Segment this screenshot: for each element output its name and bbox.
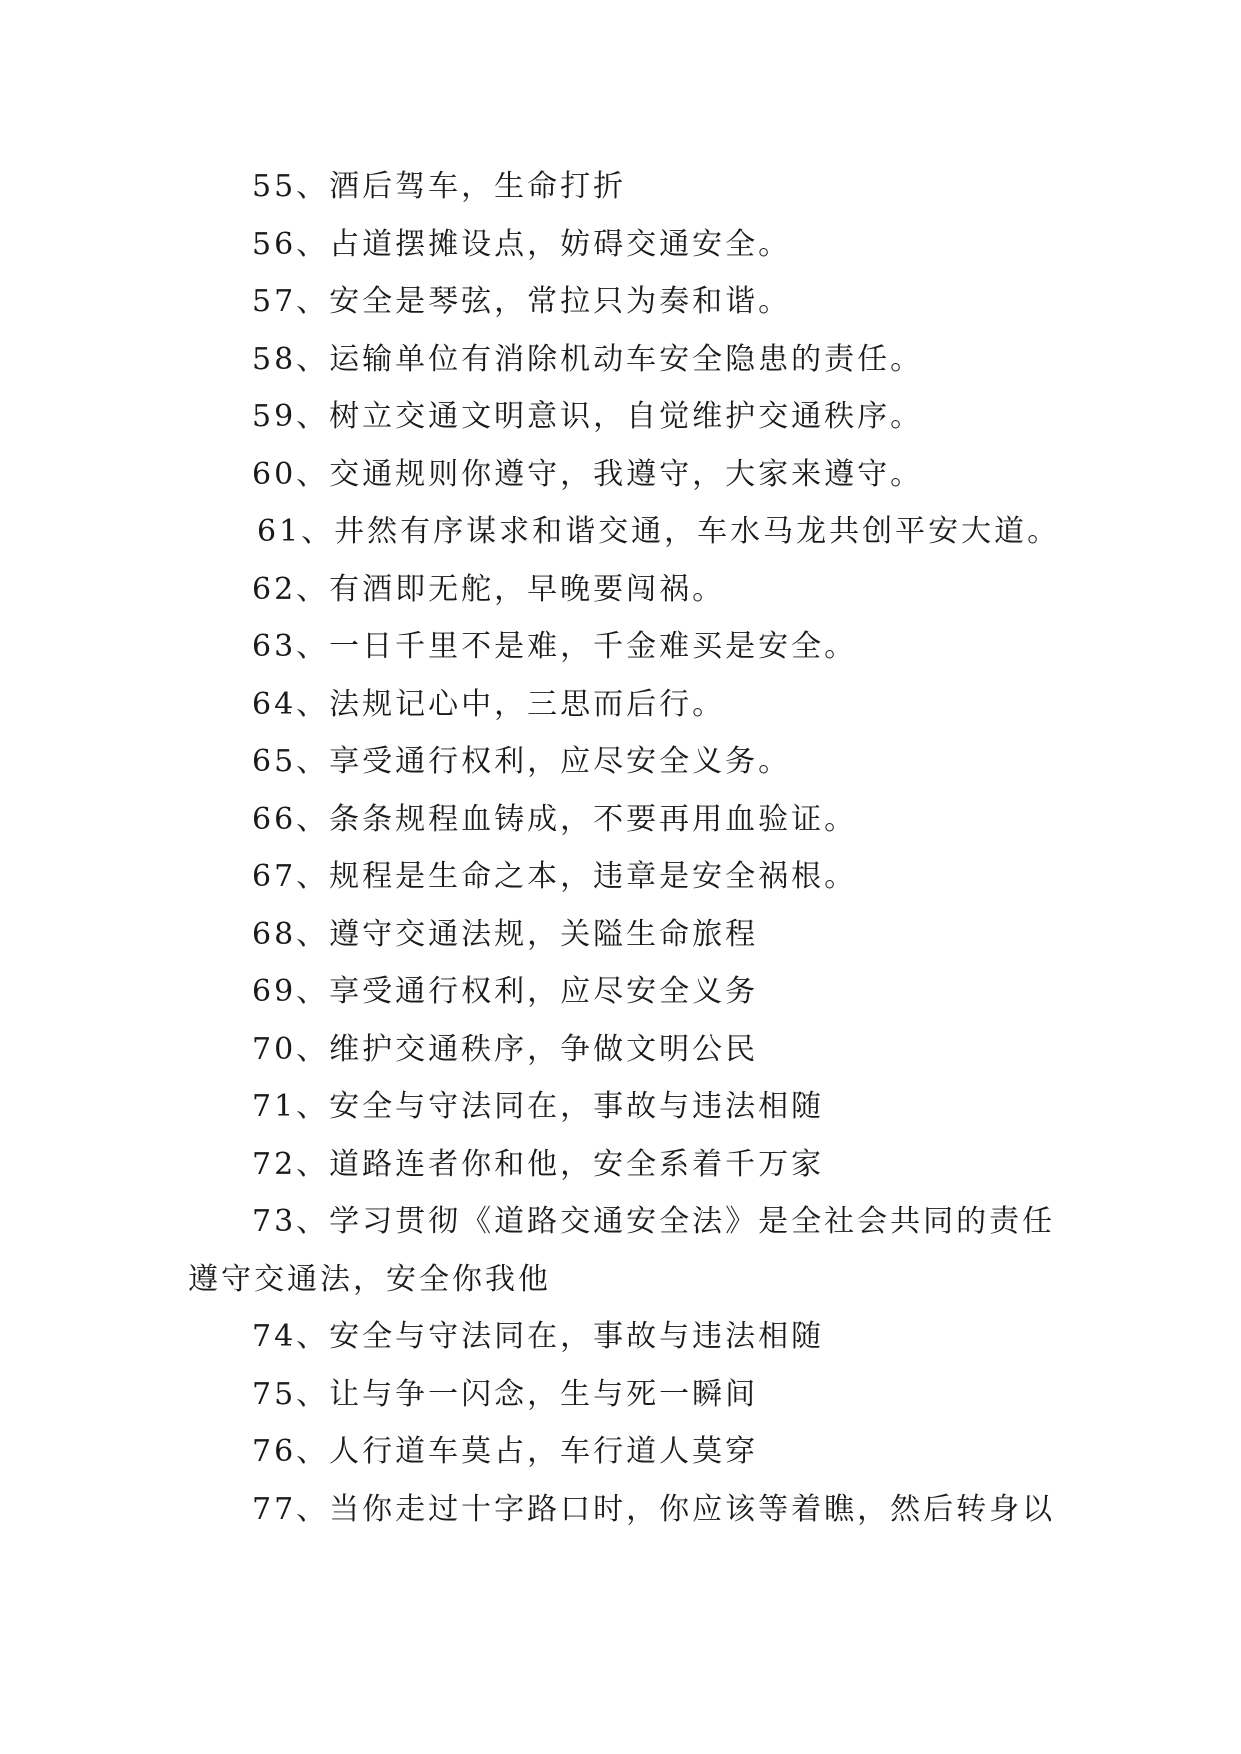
list-item: 75、让与争一闪念，生与死一瞬间 [252,1376,759,1412]
list-item: 59、树立交通文明意识，自觉维护交通秩序。 [252,399,924,434]
list-item: 70、维护交通秩序，争做文明公民 [252,1031,759,1067]
list-item: 65、享受通行权利，应尽安全义务。 [252,744,792,779]
list-item: 69、享受通行权利，应尽安全义务 [252,974,759,1009]
list-item: 74、安全与守法同在，事故与违法相随 [252,1319,825,1354]
slogan-list [188,158,1068,1538]
list-item: 55、酒后驾车，生命打折 [252,169,627,204]
list-item: 60、交通规则你遵守，我遵守，大家来遵守。 [252,456,924,492]
list-item: 63、一日千里不是难，千金难买是安全。 [252,629,858,664]
list-item: 77、当你走过十字路口时，你应该等着瞧，然后转身以 [252,1491,1056,1527]
list-item: 67、规程是生命之本，违章是安全祸根。 [252,859,858,894]
list-item: 58、运输单位有消除机动车安全隐患的责任。 [252,341,924,377]
list-item: 62、有酒即无舵，早晚要闯祸。 [252,571,726,607]
list-item: 66、条条规程血铸成，不要再用血验证。 [252,801,858,837]
list-item: 71、安全与守法同在，事故与违法相随 [252,1089,825,1124]
list-item: 72、道路连者你和他，安全系着千万家 [252,1146,825,1182]
list-item: 76、人行道车莫占，车行道人莫穿 [252,1434,759,1469]
list-item: 64、法规记心中，三思而后行。 [252,686,726,722]
list-item: 73、学习贯彻《道路交通安全法》是全社会共同的责任 [252,1204,1056,1239]
list-item: 57、安全是琴弦，常拉只为奏和谐。 [252,284,792,319]
list-item: 56、占道摆摊设点，妨碍交通安全。 [252,226,792,262]
list-item: 61、井然有序谋求和谐交通，车水马龙共创平安大道。 [257,514,1061,549]
list-item: 68、遵守交通法规，关隘生命旅程 [252,916,759,952]
list-item-continuation: 遵守交通法，安全你我他 [188,1261,551,1297]
